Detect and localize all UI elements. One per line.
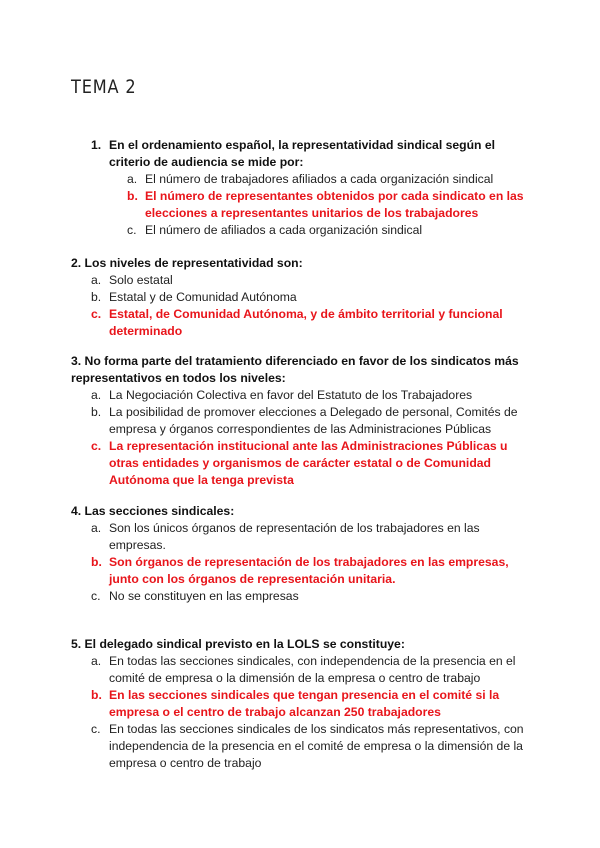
option-1b-correct: b. El número de representantes obtenidos por cada sindicato en las elecciones a representantes unitarios de los trabajadores [127, 189, 524, 220]
question-1 [91, 137, 531, 239]
question-5 [71, 636, 531, 772]
page-title: TEMA 2 [71, 76, 137, 98]
option-4b-correct: b. Son órganos de representación de los trabajadores en las empresas, junto con los órganos de representación unitaria. [91, 555, 509, 586]
question-4-text: 4. Las secciones sindicales: [71, 504, 235, 518]
question-2 [71, 255, 531, 340]
question-1-number: 1. [91, 138, 102, 152]
question-3 [71, 353, 531, 489]
option-2a: a. Solo estatal [91, 273, 173, 287]
option-5a: a. En todas las secciones sindicales, con independencia de la presencia en el comité de empresa o la dimensión de la empresa o centro de trabajo [91, 654, 516, 685]
option-5b-correct: b. En las secciones sindicales que tengan presencia en el comité si la empresa o el centro de trabajo alcanzan 250 trabajadores [91, 688, 500, 719]
option-4a: a. Son los únicos órganos de representación de los trabajadores en las empresas. [91, 521, 480, 552]
option-1c: c. El número de afiliados a cada organización sindical [127, 223, 423, 237]
option-2c-correct: c. Estatal, de Comunidad Autónoma, y de ámbito territorial y funcional determinado [91, 307, 503, 338]
question-1-text: 1. En el ordenamiento español, la representatividad sindical según el criterio de audiencia se mide por: [91, 138, 496, 169]
option-3a: a. La Negociación Colectiva en favor del Estatuto de los Trabajadores [91, 388, 473, 402]
option-1a: a. El número de trabajadores afiliados a cada organización sindical [127, 172, 494, 186]
option-2b: b. Estatal y de Comunidad Autónoma [91, 290, 297, 304]
question-4 [71, 503, 531, 605]
question-3-text: 3. No forma parte del tratamiento diferenciado en favor de los sindicatos más representativos en todos los niveles: [71, 354, 519, 385]
option-3b: b. La posibilidad de promover elecciones a Delegado de personal, Comités de empresa y órganos correspondientes de las Administraciones Públicas [91, 405, 518, 436]
question-5-text: 5. El delegado sindical previsto en la LOLS se constituye: [71, 637, 405, 651]
option-4c: c. No se constituyen en las empresas [91, 589, 299, 603]
question-2-text: 2. Los niveles de representatividad son: [71, 256, 303, 270]
option-5c: c. En todas las secciones sindicales de los sindicatos más representativos, con independencia de la presencia en el comité de empresa o la dimensión de la empresa o centro de trabajo [91, 722, 524, 770]
option-3c-correct: c. La representación institucional ante las Administraciones Públicas u otras entidades y organismos de carácter estatal o de Comunidad Autónoma que la tenga prevista [91, 439, 508, 487]
